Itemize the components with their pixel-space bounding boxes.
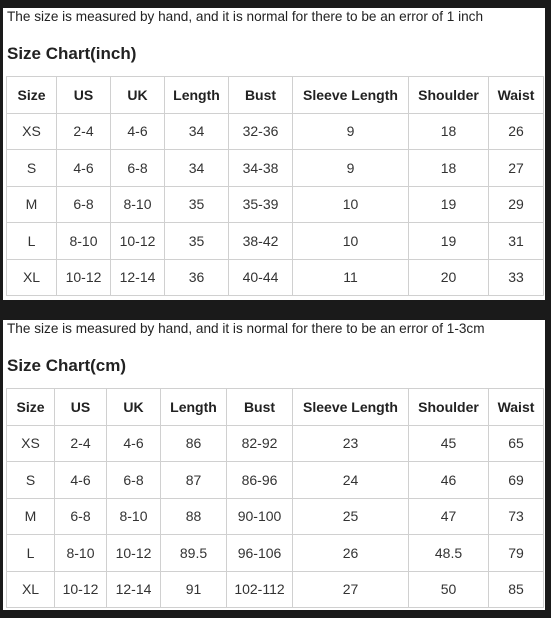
table-cell: 8-10	[57, 223, 111, 260]
column-header: Bust	[229, 77, 293, 114]
table-cell: 88	[161, 498, 227, 535]
table-row	[7, 150, 544, 187]
table-cell: 34-38	[229, 150, 293, 187]
table-cell: 9	[293, 113, 409, 150]
table-cell: XS	[7, 425, 55, 462]
table-cell: L	[7, 223, 57, 260]
table-cell: 12-14	[107, 571, 161, 608]
table-cell: 12-14	[111, 259, 165, 296]
table-row	[7, 535, 544, 572]
table-row	[7, 425, 544, 462]
table-cell: 10-12	[57, 259, 111, 296]
table-cell: 48.5	[409, 535, 489, 572]
cm-chart-title: Size Chart(cm)	[7, 356, 127, 375]
column-header: Size	[7, 77, 57, 114]
table-cell: L	[7, 535, 55, 572]
table-cell: 82-92	[227, 425, 293, 462]
table-cell: 34	[165, 113, 229, 150]
table-cell: 20	[409, 259, 489, 296]
column-header: US	[55, 389, 107, 426]
table-row	[7, 498, 544, 535]
inch-measurement-note: The size is measured by hand, and it is normal for there to be an error of 1 inch	[7, 9, 484, 24]
table-cell: 9	[293, 150, 409, 187]
column-header: Bust	[227, 389, 293, 426]
table-cell: 35	[165, 223, 229, 260]
cm-measurement-note: The size is measured by hand, and it is normal for there to be an error of 1-3cm	[7, 321, 485, 336]
table-cell: 90-100	[227, 498, 293, 535]
column-header: Sleeve Length	[293, 389, 409, 426]
inch-chart-title: Size Chart(inch)	[7, 44, 137, 63]
table-cell: 33	[489, 259, 544, 296]
table-row	[7, 462, 544, 499]
table-cell: M	[7, 498, 55, 535]
table-cell: 27	[293, 571, 409, 608]
table-cell: 24	[293, 462, 409, 499]
column-header: US	[57, 77, 111, 114]
table-cell: 10	[293, 186, 409, 223]
table-cell: 8-10	[111, 186, 165, 223]
table-cell: 73	[489, 498, 544, 535]
column-header: Size	[7, 389, 55, 426]
table-cell: 18	[409, 150, 489, 187]
table-cell: XS	[7, 113, 57, 150]
table-cell: 6-8	[111, 150, 165, 187]
table-cell: 87	[161, 462, 227, 499]
table-cell: 38-42	[229, 223, 293, 260]
table-row	[7, 571, 544, 608]
column-header: UK	[111, 77, 165, 114]
table-cell: 10-12	[107, 535, 161, 572]
table-cell: 86-96	[227, 462, 293, 499]
table-cell: 46	[409, 462, 489, 499]
table-cell: 69	[489, 462, 544, 499]
table-header-row	[7, 389, 544, 426]
table-cell: 19	[409, 186, 489, 223]
table-row	[7, 113, 544, 150]
column-header: Waist	[489, 389, 544, 426]
table-cell: 26	[489, 113, 544, 150]
table-cell: XL	[7, 571, 55, 608]
table-cell: 23	[293, 425, 409, 462]
table-row	[7, 223, 544, 260]
table-cell: 6-8	[107, 462, 161, 499]
inch-size-table	[6, 76, 544, 296]
table-row	[7, 186, 544, 223]
column-header: Sleeve Length	[293, 77, 409, 114]
table-cell: 27	[489, 150, 544, 187]
table-cell: 4-6	[57, 150, 111, 187]
table-cell: 8-10	[55, 535, 107, 572]
table-cell: 91	[161, 571, 227, 608]
size-chart-cm-panel	[3, 320, 545, 610]
table-cell: 8-10	[107, 498, 161, 535]
column-header: Shoulder	[409, 77, 489, 114]
table-cell: 29	[489, 186, 544, 223]
table-cell: 2-4	[57, 113, 111, 150]
column-header: UK	[107, 389, 161, 426]
table-cell: 96-106	[227, 535, 293, 572]
table-cell: 50	[409, 571, 489, 608]
table-cell: 25	[293, 498, 409, 535]
table-cell: 4-6	[111, 113, 165, 150]
table-cell: S	[7, 462, 55, 499]
column-header: Shoulder	[409, 389, 489, 426]
table-cell: 18	[409, 113, 489, 150]
table-cell: M	[7, 186, 57, 223]
table-cell: 26	[293, 535, 409, 572]
table-cell: 10-12	[55, 571, 107, 608]
table-cell: 10	[293, 223, 409, 260]
cm-size-table	[6, 388, 544, 608]
table-cell: 2-4	[55, 425, 107, 462]
table-cell: 86	[161, 425, 227, 462]
column-header: Length	[161, 389, 227, 426]
table-cell: 79	[489, 535, 544, 572]
table-cell: 47	[409, 498, 489, 535]
table-cell: 19	[409, 223, 489, 260]
table-cell: 6-8	[57, 186, 111, 223]
table-cell: 4-6	[55, 462, 107, 499]
table-cell: 45	[409, 425, 489, 462]
table-header-row	[7, 77, 544, 114]
table-cell: 10-12	[111, 223, 165, 260]
table-cell: XL	[7, 259, 57, 296]
table-cell: 6-8	[55, 498, 107, 535]
table-cell: 85	[489, 571, 544, 608]
table-cell: 31	[489, 223, 544, 260]
table-row	[7, 259, 544, 296]
table-cell: 35	[165, 186, 229, 223]
table-cell: 35-39	[229, 186, 293, 223]
table-cell: 34	[165, 150, 229, 187]
table-cell: 40-44	[229, 259, 293, 296]
table-cell: 32-36	[229, 113, 293, 150]
column-header: Length	[165, 77, 229, 114]
table-cell: 4-6	[107, 425, 161, 462]
size-chart-inch-panel	[3, 8, 545, 300]
table-cell: 102-112	[227, 571, 293, 608]
table-cell: 65	[489, 425, 544, 462]
table-cell: 36	[165, 259, 229, 296]
column-header: Waist	[489, 77, 544, 114]
table-cell: S	[7, 150, 57, 187]
table-cell: 11	[293, 259, 409, 296]
table-cell: 89.5	[161, 535, 227, 572]
